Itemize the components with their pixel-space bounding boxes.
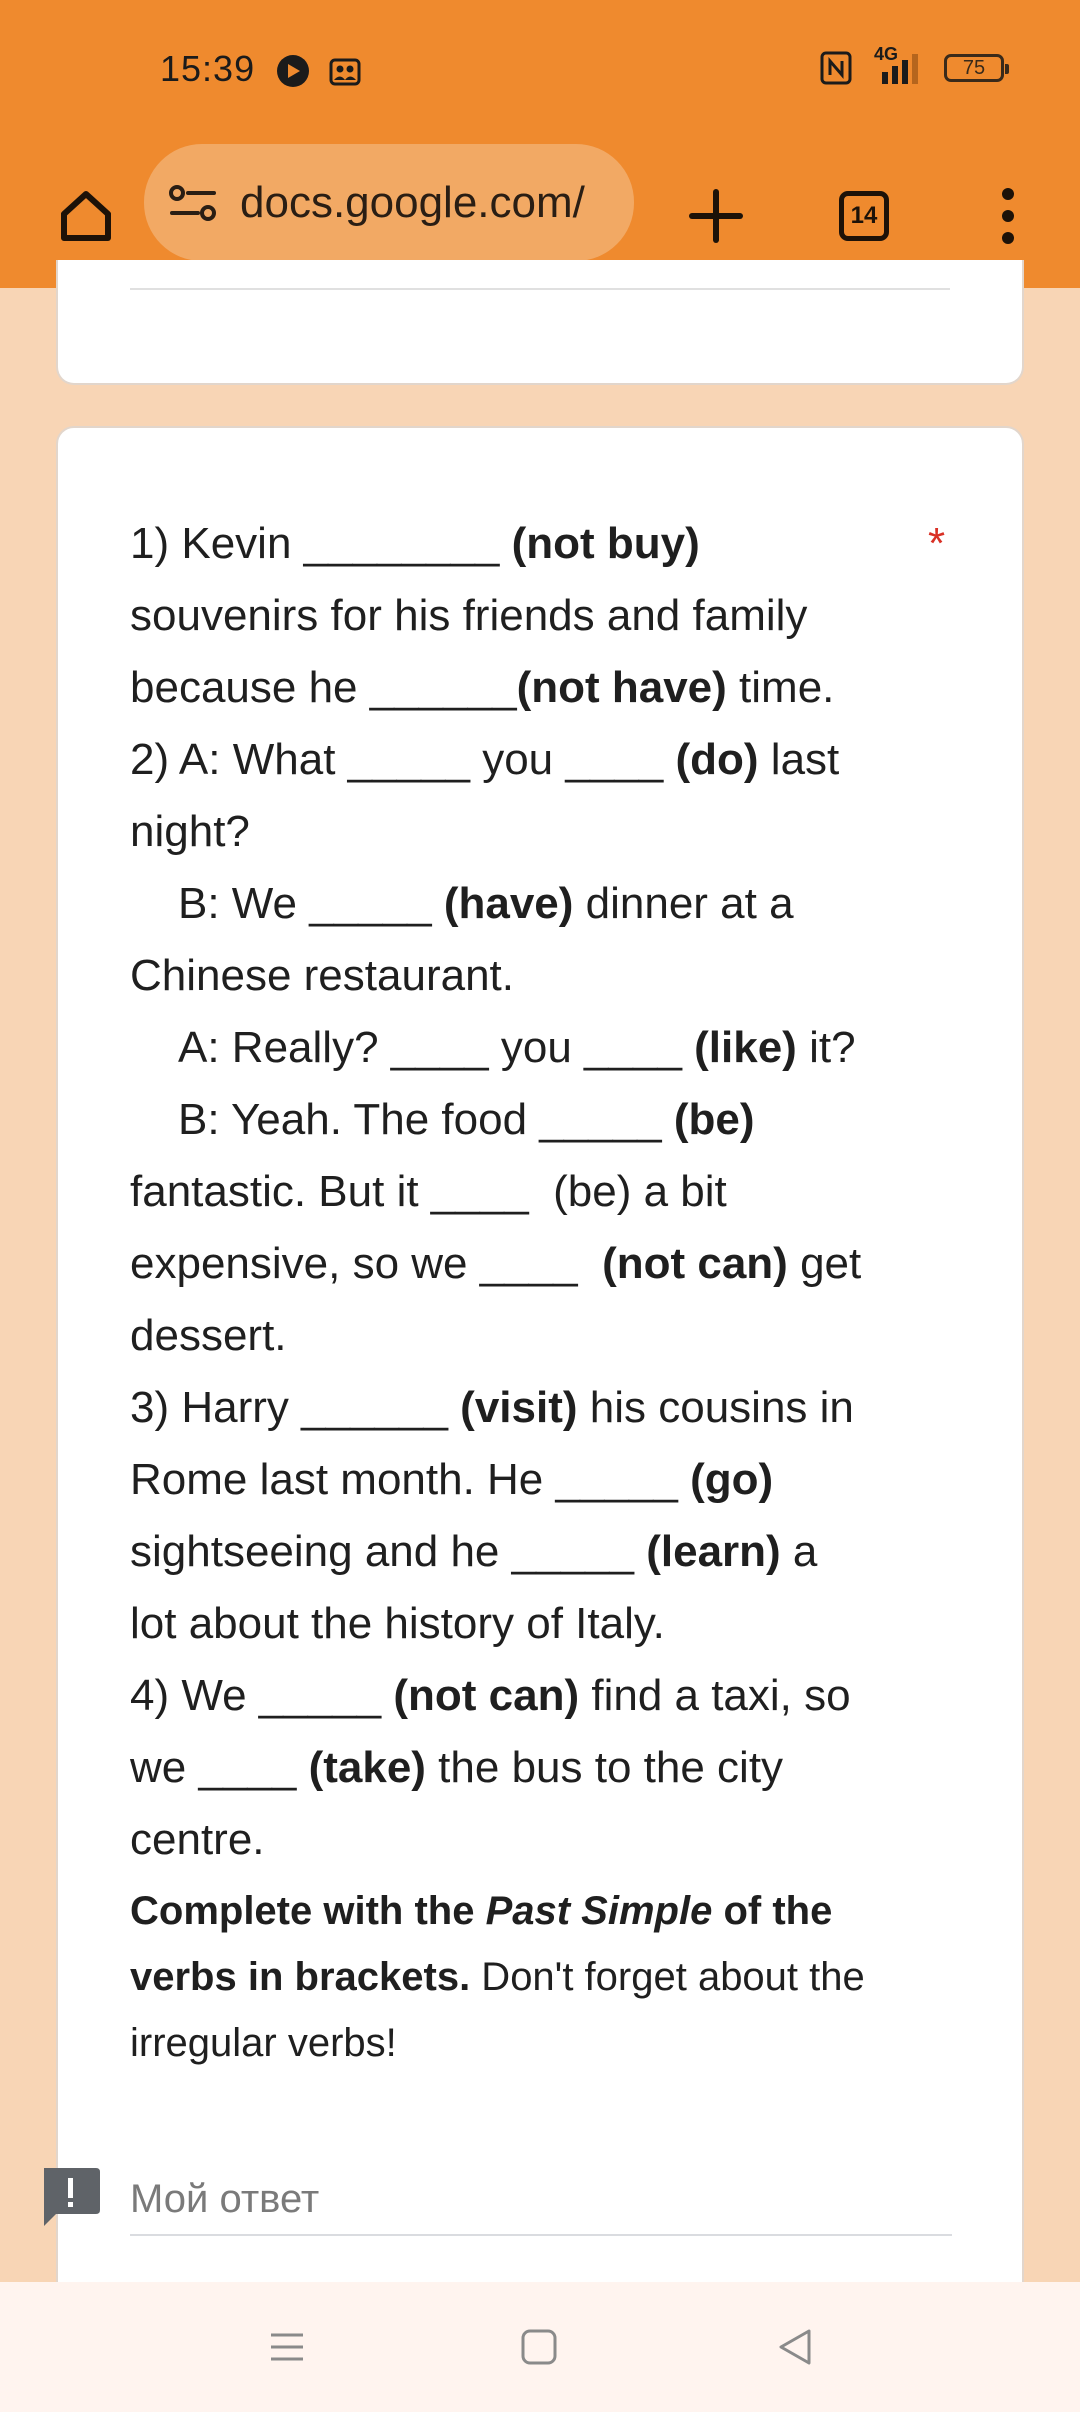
question-line [130, 1228, 900, 1300]
question-text-part: A: Really? ____ you ____ [178, 1023, 695, 1072]
home-nav-button[interactable] [504, 2312, 574, 2382]
instruction-bold-italic: Past Simple [485, 1889, 713, 1933]
question-text-part: 2) A: What _____ you ____ [130, 735, 676, 784]
question-line [130, 940, 900, 1012]
status-bar [0, 0, 1080, 144]
question-text [130, 508, 900, 1876]
verb-hint: (like) [694, 1023, 797, 1072]
question-text-part: 3) Harry ______ [130, 1383, 461, 1432]
verb-hint: (go) [690, 1455, 774, 1504]
verb-hint: (not buy) [511, 519, 700, 568]
battery-icon [944, 54, 1004, 82]
question-line [130, 508, 900, 580]
back-triangle-icon [775, 2327, 815, 2367]
question-line [130, 1588, 900, 1660]
question-line [130, 1300, 900, 1372]
verb-hint: (be) [673, 1095, 755, 1144]
battery-level: 75 [962, 56, 986, 79]
verb-hint: (not can) [602, 1239, 788, 1288]
verb-hint: (have) [443, 879, 574, 928]
question-line [130, 1804, 900, 1876]
system-navigation-bar [0, 2282, 1080, 2412]
question-line [130, 796, 900, 868]
question-text-part: lot about the history of Italy. [130, 1599, 665, 1648]
question-text-part: we ____ [130, 1743, 309, 1792]
question-line [130, 868, 900, 940]
new-tab-button[interactable] [668, 168, 764, 264]
verb-hint: (visit) [460, 1383, 578, 1432]
question-line [130, 1444, 900, 1516]
question-line [130, 580, 900, 652]
question-text-part: his cousins in [577, 1383, 854, 1432]
question-text-part: the bus to the city [425, 1743, 784, 1792]
overflow-menu-button[interactable] [960, 168, 1056, 264]
question-text-part: B: Yeah. The food _____ [178, 1095, 674, 1144]
question-line [130, 652, 900, 724]
tab-count: 14 [839, 191, 889, 241]
question-line [130, 1012, 900, 1084]
question-text-part: B: We _____ [178, 879, 444, 928]
question-card [56, 426, 1024, 2306]
home-button[interactable] [38, 168, 134, 264]
question-text-part: dinner at a [573, 879, 794, 928]
question-instruction [130, 1878, 930, 2076]
nfc-icon [820, 51, 852, 85]
more-vert-icon [998, 186, 1018, 246]
question-line [130, 1732, 900, 1804]
question-text-part: Chinese restaurant. [130, 951, 514, 1000]
home-icon [56, 186, 116, 246]
question-line [130, 1660, 900, 1732]
recent-apps-button[interactable] [252, 2312, 322, 2382]
question-line [130, 1516, 900, 1588]
address-bar[interactable] [144, 144, 634, 261]
question-text-part: 1) Kevin ________ [130, 519, 512, 568]
report-feedback-icon[interactable] [38, 2164, 102, 2228]
question-text-part: night? [130, 807, 250, 856]
media-notification-icon [276, 54, 310, 88]
square-icon [519, 2327, 559, 2367]
question-text-part: a [780, 1527, 818, 1576]
question-text-part: sightseeing and he _____ [130, 1527, 647, 1576]
status-time: 15:39 [160, 48, 256, 89]
answer-input[interactable] [130, 2164, 952, 2236]
verb-hint: (learn) [646, 1527, 781, 1576]
question-text-part: get [787, 1239, 862, 1288]
tab-switcher-button[interactable] [816, 168, 912, 264]
menu-lines-icon [267, 2327, 307, 2367]
url-text: docs.google.com/ [240, 177, 585, 227]
question-text-part: because he ______ [130, 663, 517, 712]
verb-hint: (not have) [516, 663, 727, 712]
back-nav-button[interactable] [760, 2312, 830, 2382]
question-text-part: find a taxi, so [579, 1671, 851, 1720]
question-text-part: 4) We _____ [130, 1671, 394, 1720]
instruction-bold-part-1: Complete with the [130, 1889, 486, 1933]
question-text-part: time. [726, 663, 835, 712]
verb-hint: (take) [308, 1743, 426, 1792]
question-text-part: fantastic. But it ____ (be) a bit [130, 1167, 727, 1216]
verb-hint: (not can) [393, 1671, 580, 1720]
network-type: 4G [874, 44, 899, 64]
question-line [130, 724, 900, 796]
question-text-part: dessert. [130, 1311, 287, 1360]
question-line [130, 1156, 900, 1228]
previous-question-card [56, 260, 1024, 385]
question-text-part: souvenirs for his friends and family [130, 591, 808, 640]
instruction-bold-part-2: of the verbs in brackets. [130, 1889, 833, 1999]
site-settings-icon [168, 183, 218, 223]
plus-icon [688, 188, 744, 244]
instruction-normal-part: Don't forget about the irregular verbs! [130, 1955, 865, 2065]
question-text-part: Rome last month. He _____ [130, 1455, 691, 1504]
question-line [130, 1372, 900, 1444]
contacts-notification-icon [328, 54, 362, 88]
signal-icon [868, 44, 928, 86]
question-text-part: centre. [130, 1815, 265, 1864]
previous-answer-underline [130, 288, 950, 290]
status-indicators [820, 44, 1004, 86]
required-mark: * [928, 519, 946, 568]
question-text-part: expensive, so we ____ [130, 1239, 603, 1288]
question-text-part: it? [796, 1023, 856, 1072]
question-line [130, 1084, 900, 1156]
verb-hint: (do) [675, 735, 759, 784]
question-text-part: last [758, 735, 840, 784]
